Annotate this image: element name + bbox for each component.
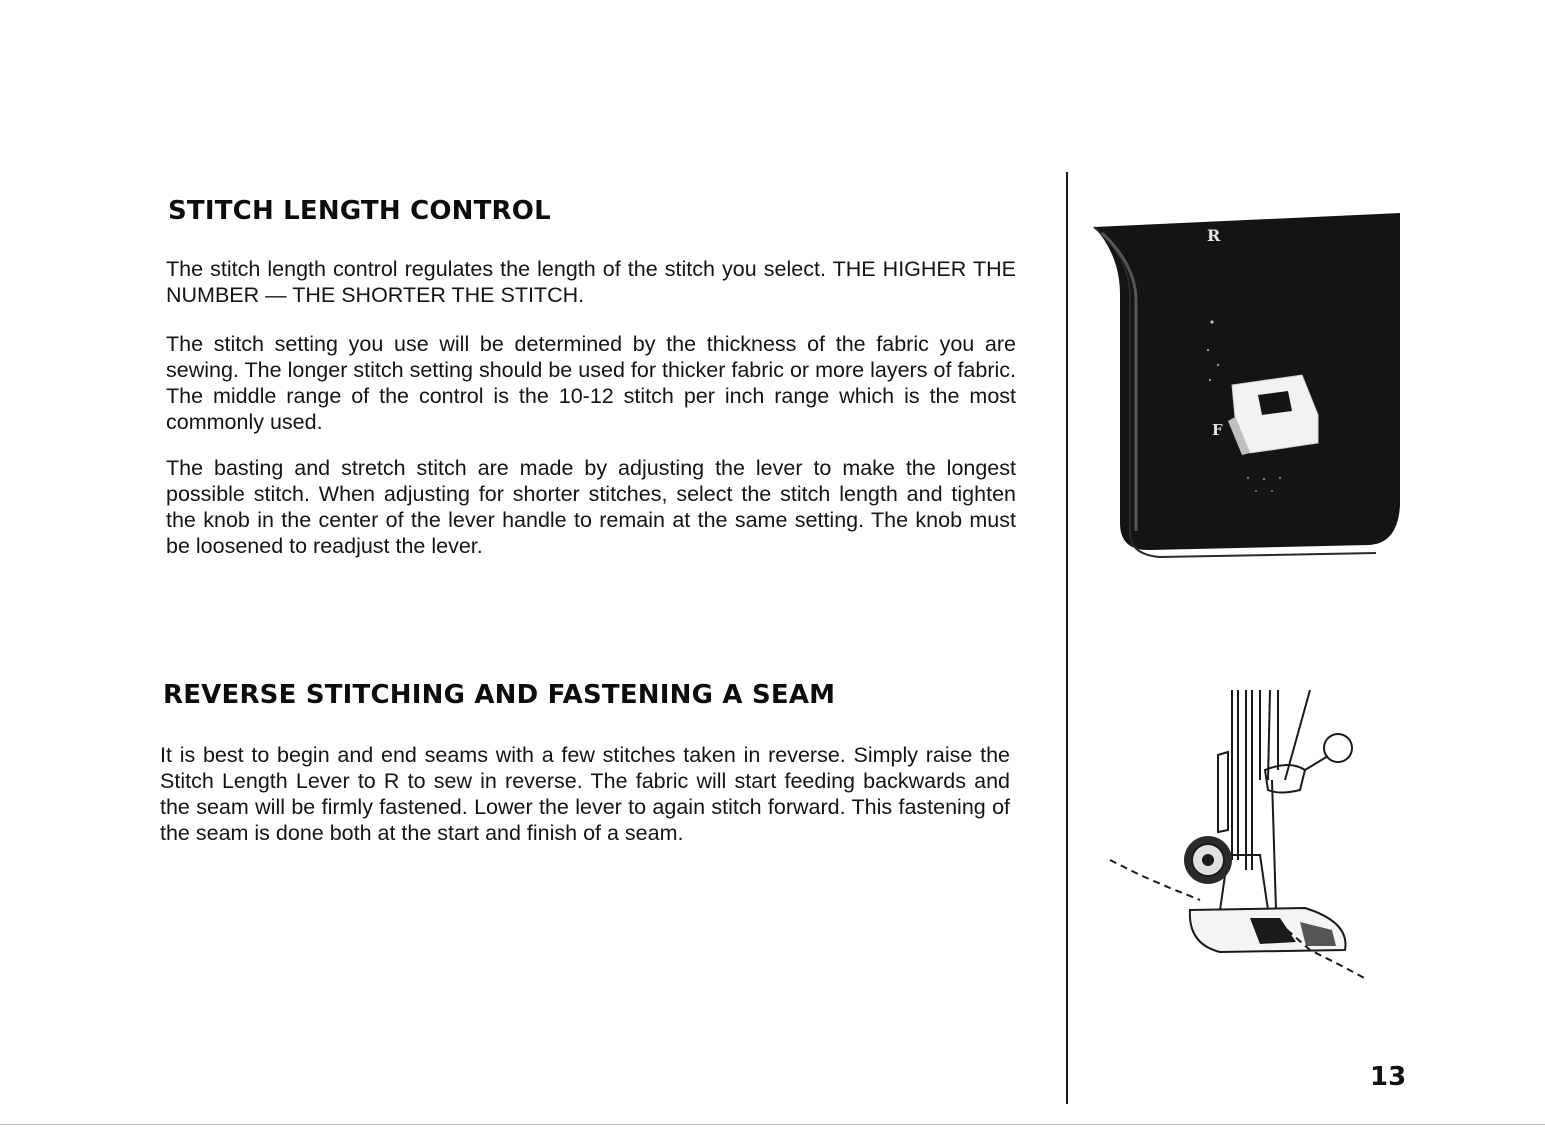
paragraph-stitch-length-intro: The stitch length control regulates the length of the stitch you select. THE HIGHER THE NUMBER — THE SHORTER THE STITCH. xyxy=(166,257,1016,307)
paragraph-basting-stretch: The basting and stretch stitch are made by adjusting the lever to make the longest possible stitch. When adjusting for shorter stitches, select the stitch length and tighten the knob in the center of the lever handle to remain at the same setting. The knob must be loosened to readjust the lever. xyxy=(166,456,1016,558)
stitch-length-lever-illustration xyxy=(1080,205,1410,565)
paragraph-stitch-setting: The stitch setting you use will be determined by the thickness of the fabric you are sewing. The longer stitch setting should be used for thicker fabric or more layers of fabric. The middle range of the control is the 10-12 stitch per inch range which is the most commonly used. xyxy=(166,332,1016,434)
page-number: 13 xyxy=(1370,1062,1407,1092)
presser-foot-needle-illustration xyxy=(1100,660,1380,1000)
lever-label-r: R xyxy=(1207,226,1221,245)
section-heading-stitch-length: STITCH LENGTH CONTROL xyxy=(168,196,551,226)
page-edge-line xyxy=(0,1124,1545,1125)
lever-handle xyxy=(1228,375,1318,455)
presser-foot xyxy=(1190,908,1346,952)
presser-foot-screw xyxy=(1184,836,1232,884)
lever-label-f: F xyxy=(1212,421,1223,439)
column-divider xyxy=(1066,172,1068,1104)
paragraph-reverse-stitching: It is best to begin and end seams with a few stitches taken in reverse. Simply raise the Stitch Length Lever to R to sew in reverse. The fabric will start feeding backwards and the seam will be firmly fastened. Lower the lever to again stitch forward. This fastening of the seam is done both at the start and finish of a seam. xyxy=(160,743,1010,845)
section-heading-reverse-stitching: REVERSE STITCHING AND FASTENING A SEAM xyxy=(163,680,836,710)
